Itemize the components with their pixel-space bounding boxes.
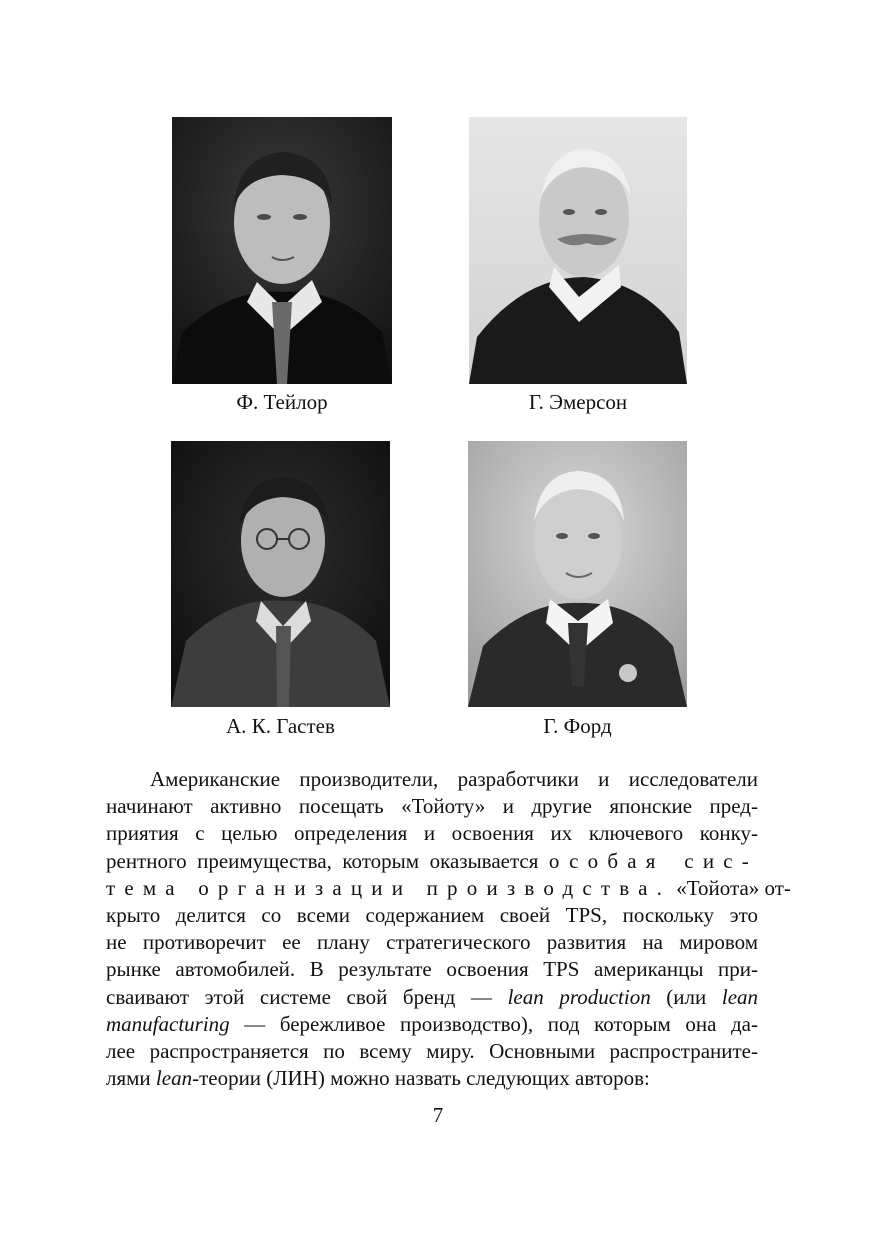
portrait-caption: Ф. Тейлор — [236, 390, 328, 414]
text-fragment: лями — [106, 1066, 156, 1091]
text-line: начинают активно посещать «Тойоту» и другие японские пред- — [106, 794, 758, 819]
text-line: Американские производители, разработчики и исследователи — [150, 767, 758, 791]
text-line — [106, 984, 758, 1011]
text-fragment: рентного преимущества, которым оказывается — [106, 848, 549, 873]
portrait-gastev — [171, 441, 390, 707]
italic-term: lean — [721, 984, 759, 1009]
portrait-taylor — [172, 117, 392, 384]
text-fragment: -теории (ЛИН) можно назвать следующих авторов: — [192, 1066, 650, 1091]
page-number: 7 — [432, 1103, 444, 1127]
text-line: лее распространяется по всему миру. Основными распространите- — [106, 1038, 758, 1063]
text-fragment: сваивают этой системе свой бренд — — [106, 984, 508, 1009]
text-fragment: «Тойота» от- — [671, 875, 791, 900]
portrait-emerson — [469, 117, 687, 384]
portrait-caption: Г. Эмерсон — [528, 390, 628, 414]
text-fragment: — бережливое производство), под которым она да- — [229, 1011, 758, 1036]
italic-term: lean — [155, 1066, 193, 1091]
text-line: не противоречит ее плану стратегического развития на мировом — [106, 930, 758, 955]
text-line: крыто делится со всеми содержанием своей TPS, поскольку это — [106, 902, 758, 927]
portrait-caption: Г. Форд — [543, 714, 612, 738]
text-line: приятия с целью определения и освоения их ключевого конку- — [106, 821, 758, 846]
spaced-emphasis: тема организации производства. — [106, 875, 672, 900]
italic-term: lean production — [507, 984, 651, 1009]
text-line — [106, 875, 791, 902]
body-paragraph — [106, 766, 791, 1092]
portrait-ford — [468, 441, 687, 707]
text-fragment: (или — [650, 984, 722, 1009]
italic-term: manufacturing — [106, 1011, 230, 1036]
text-line — [106, 848, 758, 875]
text-line — [106, 1065, 758, 1092]
text-line: рынке автомобилей. В результате освоения TPS американцы при- — [106, 957, 758, 982]
text-line — [106, 1011, 758, 1038]
spaced-emphasis: особая сис- — [548, 848, 758, 873]
portrait-caption: А. К. Гастев — [226, 714, 335, 738]
